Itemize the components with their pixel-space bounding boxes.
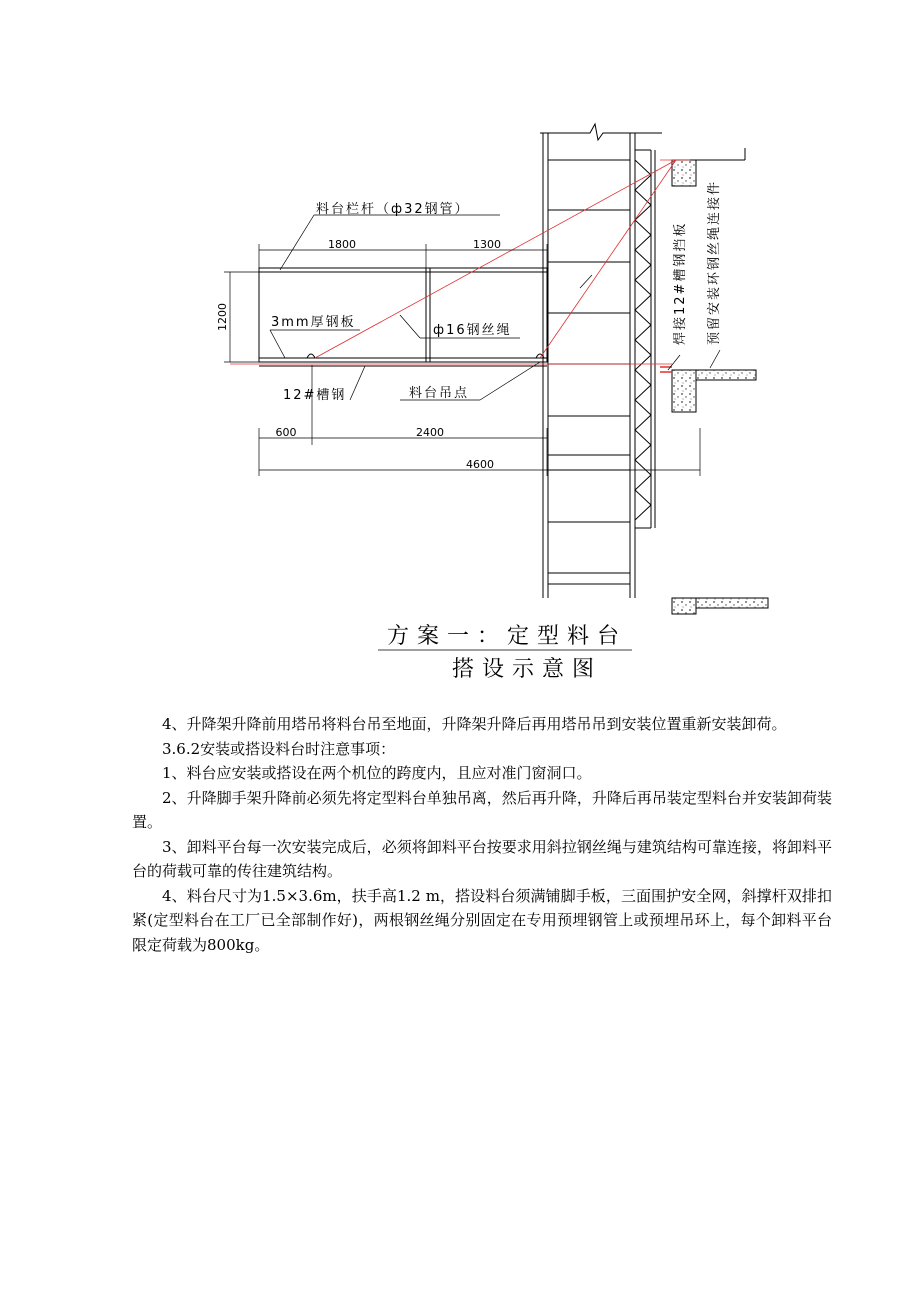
label-steel-plate: 3mm厚钢板	[271, 315, 356, 330]
dim-1200: 1200	[216, 303, 229, 331]
scaffold-frame	[540, 124, 662, 598]
label-preset-ring: 预留安装环钢丝绳连接件	[707, 179, 722, 345]
dim-1300: 1300	[473, 238, 501, 251]
body-text	[132, 712, 832, 957]
paragraph: 3、卸料平台每一次安装完成后，必须将卸料平台按要求用斜拉钢丝绳与建筑结构可靠连接，将卸料平台的荷载可靠的传往建筑结构。	[132, 837, 832, 880]
label-welded-board: 焊接12#槽钢挡板	[673, 221, 688, 345]
label-lift-point: 料台吊点	[409, 386, 470, 401]
paragraph: 3.6.2安装或搭设料台时注意事项：	[162, 739, 396, 758]
drawing-caption-title: 方案一：定型料台	[387, 624, 628, 649]
paragraph: 1、料台应安装或搭设在两个机位的跨度内，且应对准门窗洞口。	[162, 764, 592, 782]
paragraph: 4、料台尺寸为1.5×3.6m，扶手高1.2 m，搭设料台须满铺脚手板，三面围护安全网，斜撑杆双排扣紧(定型料台在工厂已全部制作好)，两根钢丝绳分别固定在专用预埋钢管上或预埋吊环上，每个卸料平台限定荷载为800kg。	[132, 886, 832, 954]
dim-4600: 4600	[466, 458, 494, 471]
dim-2400: 2400	[416, 426, 444, 439]
dimension-lines	[224, 215, 720, 476]
label-railing: 料台栏杆（ф32钢管）	[316, 202, 470, 217]
dim-1800: 1800	[328, 238, 356, 251]
paragraph: 4、升降架升降前用塔吊将料台吊至地面，升降架升降后再用塔吊吊到安装位置重新安装卸荷。	[162, 715, 787, 733]
label-channel-steel: 12#槽钢	[283, 388, 347, 403]
paragraph: 2、升降脚手架升降前必须先将定型料台单独吊离，然后再升降，升降后再吊装定型料台并安装卸荷装置。	[132, 788, 832, 831]
dim-600: 600	[275, 426, 297, 439]
label-wire-rope: ф16钢丝绳	[433, 323, 512, 338]
drawing-caption-subtitle: 搭设示意图	[452, 657, 603, 682]
